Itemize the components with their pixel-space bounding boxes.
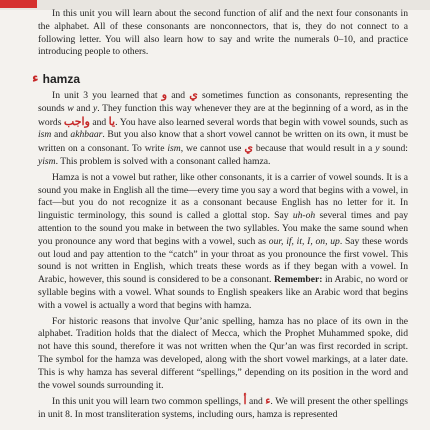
text: and bbox=[89, 116, 109, 128]
arabic-yaa: ي bbox=[189, 88, 198, 101]
text: y bbox=[92, 102, 98, 114]
text: . This problem is solved with a consonant called hamza. bbox=[55, 155, 271, 167]
text: Hamza is not a vowel but rather, like other consonants, it is a carrier of vowel sounds. It is a sound you make in English all the time—every time you say a word that begins with a vowel, in fact—but you do not recognize it as a consonant because English has no letter for it. In linguistic terminology, this sound is called a glottal stop. Say bbox=[38, 171, 408, 222]
spacer bbox=[38, 62, 408, 70]
paragraph-2 bbox=[38, 172, 408, 313]
text: uh-oh bbox=[292, 210, 316, 222]
text: , we cannot use bbox=[180, 143, 245, 155]
text: . We will present the other spellings in unit 8. In most transliteration systems, including ours, hamza is represented bbox=[38, 396, 409, 421]
arabic-hamza: ء bbox=[265, 395, 271, 408]
text: ism bbox=[38, 129, 52, 141]
text: In this unit you will learn two common spellings, bbox=[52, 396, 244, 408]
hamza-glyph-icon: ء bbox=[32, 71, 39, 87]
text: y bbox=[375, 143, 380, 155]
remember-label: Remember: bbox=[273, 274, 323, 286]
text: in Arabic, no word or syllable begins with a vowel. What sounds to English speakers like an Arabic word that begins with a vowel is actually a word that begins with hamza. bbox=[38, 274, 408, 311]
text: yism bbox=[38, 155, 56, 167]
arabic-waw: و bbox=[161, 88, 168, 101]
section-title: hamza bbox=[42, 72, 81, 87]
text: akhbaar bbox=[70, 129, 103, 141]
text: . They function this way whenever they are at the beginning of a word, as in the words bbox=[38, 102, 408, 128]
arabic-word-yaa: يا bbox=[108, 115, 116, 128]
section-heading bbox=[32, 73, 408, 86]
text: sound: bbox=[379, 143, 408, 155]
arabic-yaa: ي bbox=[244, 142, 253, 155]
text: because that would result in a bbox=[252, 143, 376, 155]
text: ism bbox=[167, 143, 181, 155]
arabic-alif-hamza: أ bbox=[243, 395, 247, 408]
paragraph-1 bbox=[38, 89, 408, 169]
text: several times and pay attention to the sound you make in between the two syllables. You make the same sound when you pronounce any word that begins with a vowel, such as bbox=[38, 210, 408, 247]
text: sometimes function as consonants, representing the sounds bbox=[38, 89, 409, 114]
text: w bbox=[67, 102, 74, 114]
text: and bbox=[167, 89, 190, 101]
text: . But you also know that a short vowel cannot be written on its own, it must be written on a consonant. To write bbox=[38, 129, 408, 155]
intro-paragraph: In this unit you will learn about the second function of alif and the next four consonants in the alphabet. All of these consonants are nonconnectors, that is, they do not connect to a following letter. You will also learn how to say and write the numerals 0–10, and practice introducing people to others. bbox=[38, 8, 408, 58]
document-page bbox=[32, 8, 409, 425]
text: and bbox=[73, 102, 93, 114]
text: In unit 3 you learned that bbox=[52, 89, 162, 101]
arabic-word-waajib: واجب bbox=[63, 115, 90, 128]
paragraph-3: For historic reasons that involve Qur’anic spelling, hamza has no place of its own in the alphabet. Tradition holds that the dialect of Mecca, which the Prophet Muhammed spoke, did not have this sound, therefore it was not written when the Qur’an was first recorded in script. The symbol for the hamza was developed, along with the short vowel markings, at a later date. This is why hamza has several different “spellings,” depending on its position in the word and the vowel sounds surrounding it. bbox=[38, 315, 408, 391]
paragraph-4 bbox=[38, 395, 408, 422]
text: . Say these words out loud and pay attention to the “catch” in your throat as you pronounce the first vowel. This sound is not written in English, which treats these words as if they began with a vowel. In Arabic, however, this sound is considered to be a consonant. bbox=[38, 235, 408, 286]
text: and bbox=[51, 129, 71, 141]
chapter-tab-strip bbox=[0, 0, 37, 8]
text: our, if, it, I, on, up bbox=[268, 235, 340, 247]
text: . You have also learned several words that begin with vowel sounds, such as bbox=[115, 116, 409, 128]
text: and bbox=[246, 396, 266, 408]
